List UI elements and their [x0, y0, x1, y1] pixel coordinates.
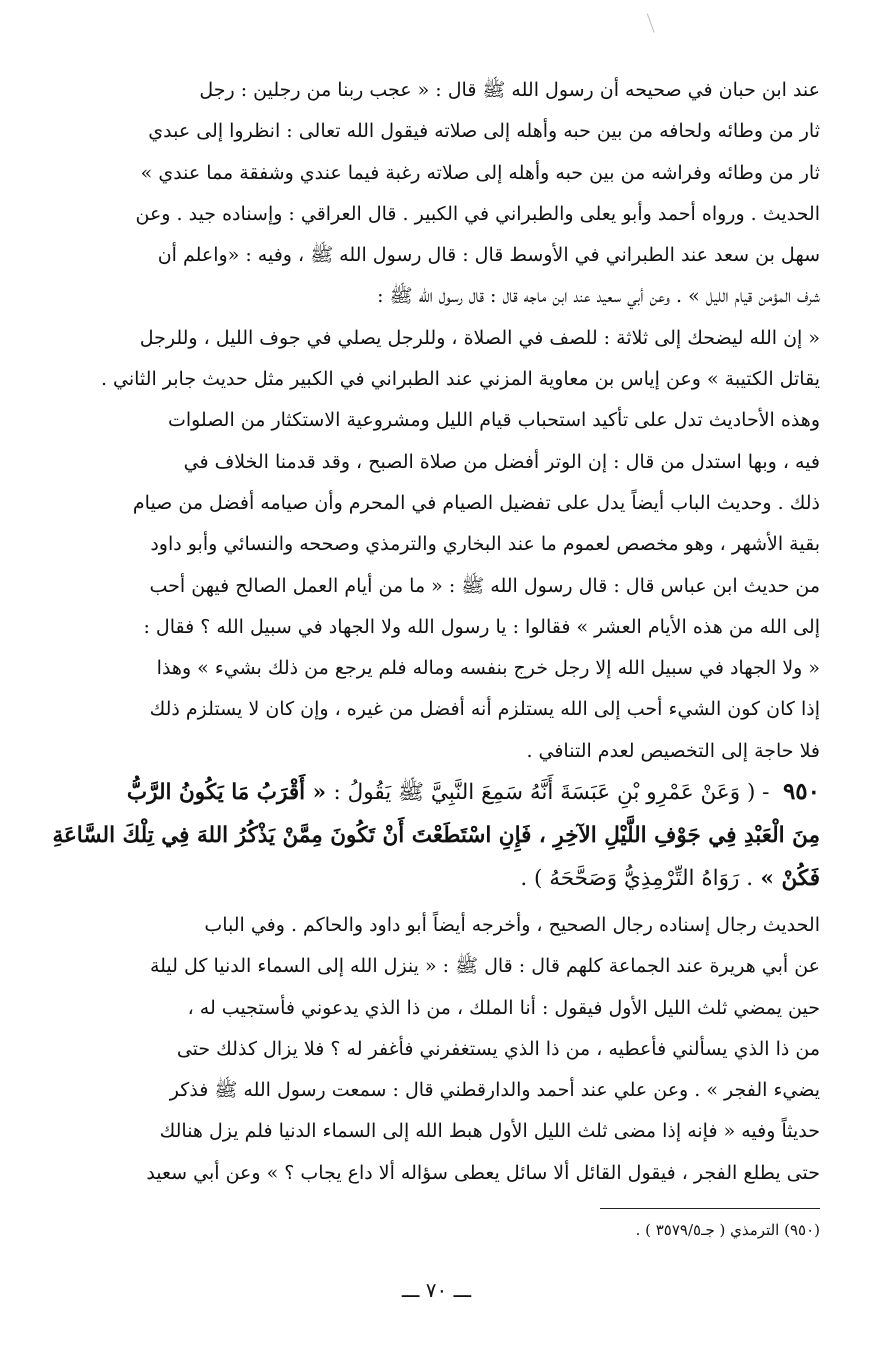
text-line: ثار من وطائه ولحافه من بين حبه وأهله إلى صلاته فيقول الله تعالى : انظروا إلى عبدي — [148, 120, 820, 143]
text-line: حتى يطلع الفجر ، فيقول القائل ألا سائل يعطى سؤاله ألا داع يجاب ؟ » وعن أبي سعيد — [146, 1161, 820, 1184]
text-line: فلا حاجة إلى التخصيص لعدم التنافي . — [526, 739, 820, 762]
text-line: « ولا الجهاد في سبيل الله إلا رجل خرج بنفسه وماله فلم يرجع من ذلك بشيء » وهذا — [156, 657, 820, 680]
text-line: سهل بن سعد عند الطبراني في الأوسط قال : قال رسول الله ﷺ ، وفيه : «واعلم أن — [157, 244, 820, 267]
text-line: عن أبي هريرة عند الجماعة كلهم قال : قال ﷺ : « ينزل الله إلى السماء الدنيا كل ليلة — [149, 955, 820, 978]
hadith-line-3 — [44, 857, 820, 900]
hadith-source: . رَوَاهُ التِّرْمِذِيُّ وَصَحَّحَهُ ) . — [520, 866, 754, 891]
text-line: الحديث . ورواه أحمد وأبو يعلى والطبراني في الكبير . قال العراقي : وإسناده جيد . وعن — [135, 202, 820, 225]
text-line: ذلك . وحديث الباب أيضاً يدل على تفضيل الصيام في المحرم وأن صيامه أفضل من صيام — [132, 491, 820, 514]
hadith-text: فَكُنْ » — [760, 866, 820, 891]
text-line: الحديث رجال إسناده رجال الصحيح ، وأخرجه أيضاً أبو داود والحاكم . وفي الباب — [204, 914, 820, 936]
text-line: بقية الأشهر ، وهو مخصص لعموم ما عند البخاري والترمذي وصححه والنسائي وأبو داود — [150, 533, 820, 556]
commentary-paragraph-2 — [44, 905, 820, 1194]
text-line: يقاتل الكتيبة » وعن إياس بن معاوية المزني عند الطبراني في الكبير مثل حديث جابر الثاني . — [100, 368, 820, 391]
hadith-text: « أَقْرَبُ مَا يَكُونُ الرَّبُّ — [126, 780, 327, 805]
hadith-text: مِنَ الْعَبْدِ فِي جَوْفِ اللَّيْلِ الآخِرِ ، فَإِنِ اسْتَطَعْتَ أَنْ تَكُونَ مِمَّنْ يَذْكُرُ اللهَ فِي تِلْكَ السَّاعَةِ — [52, 823, 820, 848]
scan-mark — [647, 11, 660, 32]
text-line: حديثاً وفيه « فإنه إذا مضى ثلث الليل الأول هبط الله إلى السماء الدنيا فلم يزل هنالك — [159, 1120, 820, 1143]
footnote: (٩٥٠) الترمذي ( جـ٣٥٧٩/٥ ) . — [635, 1221, 820, 1239]
text-line: ثار من وطائه وفراشه من بين حبه وأهله إلى صلاته رغبة فيما عندي وشفقة مما عندي » — [140, 161, 820, 184]
text-line: عند ابن حبان في صحيحه أن رسول الله ﷺ قال : « عجب ربنا من رجلين : رجل — [199, 79, 820, 101]
hadith-narration: - ( وَعَنْ عَمْرِو بْنِ عَبَسَةَ أَنَّهُ سَمِعَ النَّبِيَّ ﷺ يَقُولُ : — [333, 780, 770, 805]
commentary-paragraph-1 — [44, 70, 820, 772]
footnote-divider — [600, 1208, 820, 1209]
text-line: « إن الله ليضحك إلى ثلاثة : للصف في الصلاة ، وللرجل يصلي في جوف الليل ، وللرجل — [139, 326, 820, 349]
text-line: فيه ، وبها استدل من قال : إن الوتر أفضل من صلاة الصبح ، وقد قدمنا الخلاف في — [183, 450, 820, 473]
text-line: شرف المؤمن قيام الليل » . وعن أبي سعيد عند ابن ماجه قال : قال رسول الله ﷺ : — [377, 285, 820, 308]
text-line: حين يمضي ثلث الليل الأول فيقول : أنا الملك ، من ذا الذي يدعوني فأستجيب له ، — [187, 996, 820, 1019]
text-line: يضيء الفجر » . وعن علي عند أحمد والدارقطني قال : سمعت رسول الله ﷺ فذكر — [169, 1079, 820, 1102]
page-number: ـــ ٧٠ ـــ — [401, 1278, 472, 1302]
hadith-line-1 — [44, 770, 820, 814]
text-line: إذا كان كون الشيء أحب إلى الله يستلزم أنه أفضل من غيره ، وإن كان لا يستلزم ذلك — [149, 698, 820, 721]
hadith-number: ٩٥٠ — [782, 778, 820, 805]
hadith-line-2 — [44, 814, 820, 857]
hadith-950-block — [44, 770, 820, 900]
text-line: من ذا الذي يسألني فأعطيه ، من ذا الذي يستغفرني فأغفر له ؟ فلا يزال كذلك حتى — [176, 1037, 820, 1060]
text-line: من حديث ابن عباس قال : قال رسول الله ﷺ : « ما من أيام العمل الصالح فيهن أحب — [149, 574, 820, 597]
text-line: وهذه الأحاديث تدل على تأكيد استحباب قيام الليل ومشروعية الاستكثار من الصلوات — [167, 409, 820, 432]
text-line: إلى الله من هذه الأيام العشر » فقالوا : يا رسول الله ولا الجهاد في سبيل الله ؟ فقال : — [143, 615, 820, 638]
